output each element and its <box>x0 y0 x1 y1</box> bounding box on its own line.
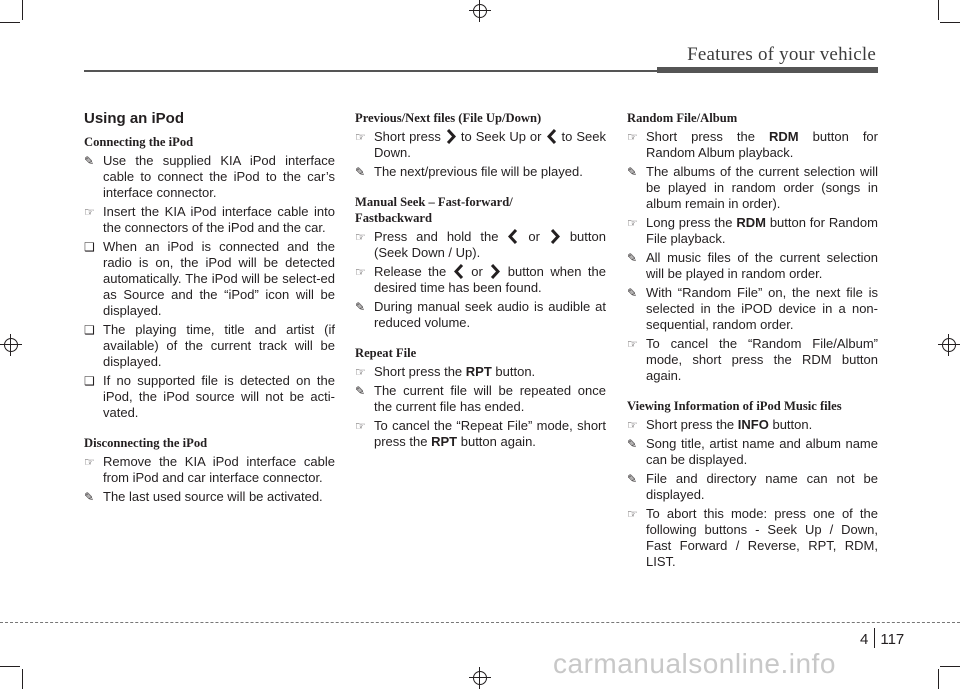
subheading-connecting: Connecting the iPod <box>84 135 194 149</box>
column-right <box>627 110 878 573</box>
footer-rule <box>0 622 960 623</box>
checkbox-icon: ❑ <box>84 240 95 254</box>
finger-icon: ☞ <box>627 130 638 144</box>
registration-mark-icon <box>0 334 22 356</box>
list-item: ✎ The next/previous file will be played. <box>355 164 583 179</box>
list-item: ✎ File and directory name can not be displayed. <box>627 471 878 502</box>
subheading-disconnecting: Disconnecting the iPod <box>84 436 208 450</box>
list-item: ✎ During manual seek audio is audible at reduced volume. <box>355 299 606 330</box>
finger-icon: ☞ <box>355 130 366 144</box>
finger-icon: ☞ <box>84 455 95 469</box>
finger-icon: ☞ <box>355 419 366 433</box>
seek-down-icon <box>547 129 557 144</box>
registration-mark-icon <box>469 667 491 689</box>
crop-mark <box>938 0 939 20</box>
checkbox-icon: ❑ <box>84 374 95 388</box>
chapter-number: 4 <box>860 631 869 648</box>
column-middle <box>355 110 606 453</box>
list-item: ☞ To cancel the “Random File/Album” mode, short press the RDM button again. <box>627 336 878 383</box>
seek-down-icon <box>454 264 464 279</box>
subheading-repeat: Repeat File <box>355 346 417 360</box>
list-item: ☞ Short press the INFO button. <box>627 417 813 432</box>
crop-mark <box>940 666 960 667</box>
finger-icon: ☞ <box>627 507 638 521</box>
crop-mark <box>22 669 23 689</box>
page-number <box>860 631 904 648</box>
subheading-viewing: Viewing Information of iPod Music files <box>627 399 842 413</box>
finger-icon: ☞ <box>84 205 95 219</box>
list-item: ☞ Short press the RDM button for Random Album playback. <box>627 129 878 160</box>
seek-up-icon <box>550 229 560 244</box>
registration-mark-icon <box>469 0 491 22</box>
subheading-manual-seek: Manual Seek – Fast-forward/ Fastbackward <box>355 195 513 225</box>
list-item: ✎ With “Random File” on, the next file is selected in the iPOD device in a non-sequential, random order. <box>627 285 878 332</box>
finger-icon: ☞ <box>627 337 638 351</box>
pen-icon: ✎ <box>627 165 638 179</box>
list-item: ☞ Long press the RDM button for Random File playback. <box>627 215 878 246</box>
list-item: ❑ If no supported file is detected on the iPod, the iPod source will not be acti-vated. <box>84 373 335 420</box>
list-item: ☞ Insert the KIA iPod interface cable into the connectors of the iPod and the car. <box>84 204 335 235</box>
list-item: ☞ To cancel the “Repeat File” mode, short press the RPT button again. <box>355 418 606 449</box>
pen-icon: ✎ <box>355 165 366 179</box>
finger-icon: ☞ <box>627 418 638 432</box>
pen-icon: ✎ <box>84 154 95 168</box>
subheading-random: Random File/Album <box>627 111 738 125</box>
page-number-value: 117 <box>880 631 905 648</box>
list-item: ❑ The playing time, title and artist (if available) of the current track will be displayed. <box>84 322 335 369</box>
list-item: ☞ Release the or button when the desired time has been found. <box>355 264 606 295</box>
list-item: ✎ The current file will be repeated once the current file has ended. <box>355 383 606 414</box>
list-item: ❑ When an iPod is connected and the radio is on, the iPod will be detected automatically. The iPod will be select-ed as Source and the “iPod” icon will be displayed. <box>84 239 335 318</box>
list-item: ✎ The last used source will be activated. <box>84 489 323 504</box>
list-item: ☞ Short press to Seek Up or to Seek Down. <box>355 129 606 160</box>
seek-up-icon <box>446 129 456 144</box>
pen-icon: ✎ <box>627 286 638 300</box>
pen-icon: ✎ <box>627 251 638 265</box>
list-item: ☞ Short press the RPT button. <box>355 364 536 379</box>
crop-mark <box>0 666 20 667</box>
checkbox-icon: ❑ <box>84 323 95 337</box>
watermark: carmanualsonline.info <box>553 648 836 679</box>
page-number-separator <box>874 628 875 648</box>
finger-icon: ☞ <box>355 365 366 379</box>
list-item: ✎ Use the supplied KIA iPod interface cable to connect the iPod to the car’s interface connector. <box>84 153 335 200</box>
header-bar <box>657 67 878 73</box>
list-item: ☞ Press and hold the or button (Seek Down / Up). <box>355 229 606 260</box>
seek-up-icon <box>490 264 500 279</box>
list-item: ✎ Song title, artist name and album name can be displayed. <box>627 436 878 467</box>
pen-icon: ✎ <box>627 437 638 451</box>
crop-mark <box>22 0 23 20</box>
finger-icon: ☞ <box>627 216 638 230</box>
crop-mark <box>0 22 20 23</box>
column-left <box>84 110 335 508</box>
registration-mark-icon <box>938 334 960 356</box>
list-item: ☞ Remove the KIA iPod interface cable from iPod and car interface connector. <box>84 454 335 485</box>
list-item: ✎ All music files of the current selection will be played in random order. <box>627 250 878 281</box>
pen-icon: ✎ <box>355 384 366 398</box>
list-item: ✎ The albums of the current selection will be played in random order (songs in album remain in order). <box>627 164 878 211</box>
pen-icon: ✎ <box>84 490 95 504</box>
finger-icon: ☞ <box>355 265 366 279</box>
subheading-prev-next: Previous/Next files (File Up/Down) <box>355 111 542 125</box>
crop-mark <box>938 669 939 689</box>
seek-down-icon <box>508 229 518 244</box>
section-title: Using an iPod <box>84 110 185 127</box>
pen-icon: ✎ <box>355 300 366 314</box>
crop-mark <box>940 22 960 23</box>
list-item: ☞ To abort this mode: press one of the following buttons - Seek Up / Down, Fast Forward / Reverse, RPT, RDM, LIST. <box>627 506 878 569</box>
finger-icon: ☞ <box>355 230 366 244</box>
page-header-title: Features of your vehicle <box>687 44 876 65</box>
pen-icon: ✎ <box>627 472 638 486</box>
